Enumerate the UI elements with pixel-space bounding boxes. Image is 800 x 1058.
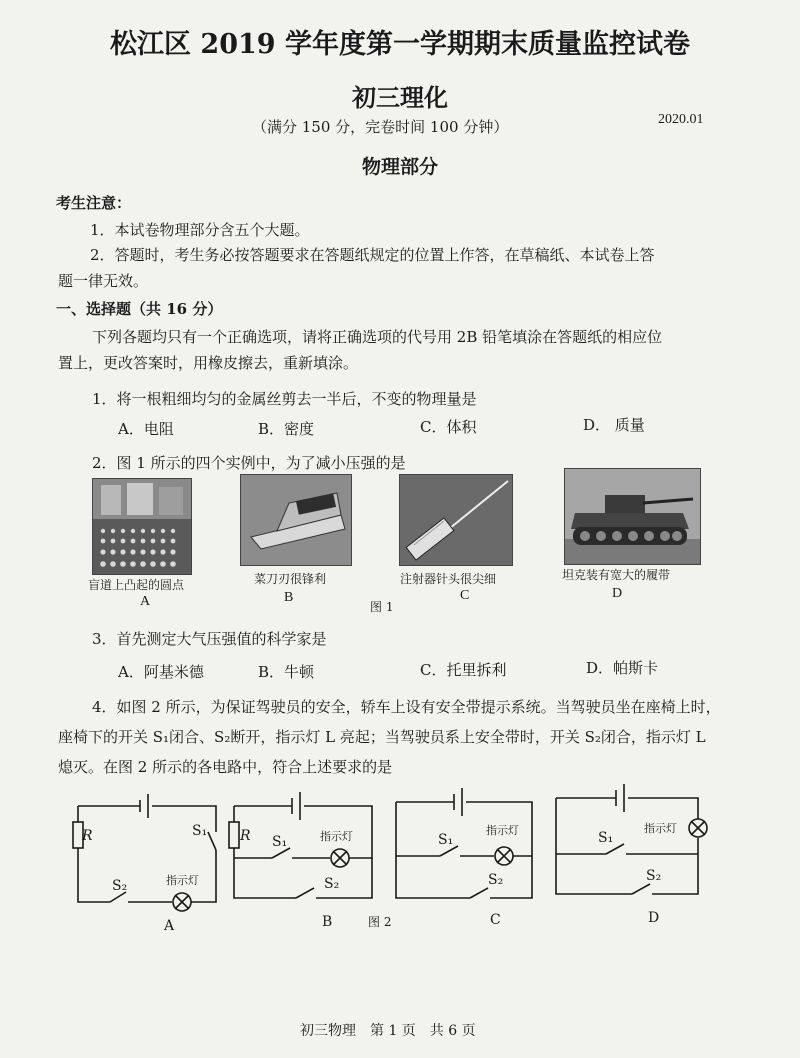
circuit-b-r-label: R: [240, 828, 251, 844]
section-heading: 物理部分: [361, 156, 438, 178]
circuit-b-lamp-label: 指示灯: [320, 830, 353, 843]
circuit-b-s2-label: S₂: [324, 876, 340, 892]
question-3: 3．首先测定大气压强值的科学家是: [92, 630, 327, 648]
q1-option-b: B．密度: [258, 420, 315, 438]
page-footer: 初三物理 第 1 页 共 6 页: [300, 1023, 476, 1039]
circuit-letter-c: C: [490, 912, 501, 928]
figure-letter-a: A: [140, 594, 151, 609]
circuit-c-s2-label: S₂: [488, 872, 504, 888]
circuit-d-s1-label: S₁: [598, 830, 614, 846]
figure-caption-a: 盲道上凸起的圆点: [88, 578, 185, 592]
circuit-a-s2-label: S₂: [112, 878, 128, 894]
q1-option-a: A．电阻: [118, 420, 174, 438]
notice-item-2b: 题一律无效。: [58, 272, 149, 290]
tactile-paving-photo: [92, 478, 192, 575]
figure-caption-d: 坦克装有宽大的履带: [562, 568, 671, 582]
circuit-b: [229, 792, 372, 898]
circuit-a: [73, 794, 216, 911]
tank-photo: [564, 468, 701, 565]
q1-option-c: C．体积: [420, 418, 477, 436]
question-2: 2．图 1 所示的四个实例中，为了减小压强的是: [92, 454, 406, 472]
figure-caption-c: 注射器针头很尖细: [400, 572, 497, 586]
part1-heading: 一、选择题（共 16 分）: [56, 300, 223, 318]
notice-heading: 考生注意：: [56, 194, 132, 212]
q3-option-d: D．帕斯卡: [586, 659, 659, 677]
circuit-letter-d: D: [648, 910, 660, 926]
exam-date: 2020.01: [658, 112, 704, 127]
circuit-letter-b: B: [322, 914, 333, 930]
question-4-line-2: 座椅下的开关 S₁闭合、S₂断开，指示灯 L 亮起；当驾驶员系上安全带时，开关 S₂闭合，指示灯 L: [58, 728, 706, 746]
figure-caption-b: 菜刀刃很锋利: [254, 572, 327, 586]
circuit-d-lamp-label: 指示灯: [644, 822, 677, 835]
question-1: 1．将一根粗细均匀的金属丝剪去一半后，不变的物理量是: [92, 390, 477, 408]
circuit-a-lamp-label: 指示灯: [166, 874, 199, 887]
exam-info: （满分 150 分，完卷时间 100 分钟）: [252, 118, 509, 136]
q3-option-b: B．牛顿: [258, 663, 315, 681]
circuit-c-lamp-label: 指示灯: [486, 824, 519, 837]
notice-item-1: 1．本试卷物理部分含五个大题。: [90, 221, 310, 239]
kitchen-knife-photo: [240, 474, 352, 566]
circuit-a-s1-label: S₁: [192, 823, 208, 839]
figure-letter-d: D: [612, 586, 623, 601]
q1-option-d: D． 质量: [583, 416, 645, 434]
exam-subtitle: 初三理化: [352, 83, 448, 112]
circuit-c-s1-label: S₁: [438, 832, 454, 848]
figure-1-label: 图 1: [370, 600, 394, 614]
figure-letter-b: B: [284, 590, 294, 605]
circuit-d-s2-label: S₂: [646, 868, 662, 884]
circuit-a-r-label: R: [82, 828, 93, 844]
circuit-diagrams: [0, 780, 800, 940]
part1-instructions-b: 置上，更改答案时，用橡皮擦去，重新填涂。: [58, 354, 359, 372]
question-4-line-1: 4．如图 2 所示，为保证驾驶员的安全，轿车上设有安全带提示系统。当驾驶员坐在座椅上时，: [92, 698, 721, 716]
circuit-d: [556, 784, 707, 894]
part1-instructions-a: 下列各题均只有一个正确选项，请将正确选项的代号用 2B 铅笔填涂在答题纸的相应位: [92, 328, 663, 346]
question-4-line-3: 熄灭。在图 2 所示的各电路中，符合上述要求的是: [58, 758, 393, 776]
exam-title: 松江区 2019 学年度第一学期期末质量监控试卷: [110, 29, 690, 60]
figure-letter-c: C: [460, 588, 470, 603]
q3-option-a: A．阿基米德: [118, 663, 204, 681]
circuit-b-s1-label: S₁: [272, 834, 288, 850]
notice-item-2a: 2．答题时，考生务必按答题要求在答题纸规定的位置上作答，在草稿纸、本试卷上答: [90, 246, 655, 264]
syringe-photo: [399, 474, 513, 566]
figure-2-label: 图 2: [368, 915, 392, 929]
circuit-letter-a: A: [164, 918, 175, 934]
q3-option-c: C．托里拆利: [420, 661, 507, 679]
circuit-c: [396, 788, 532, 898]
